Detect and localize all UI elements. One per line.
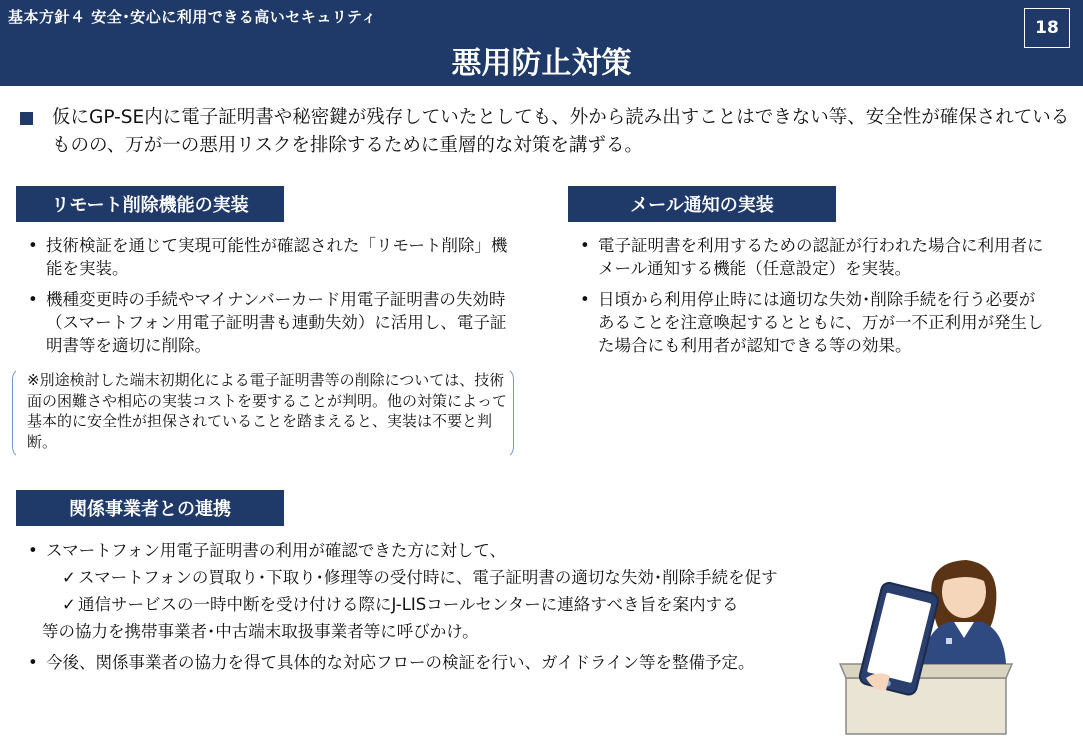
list-item-text: • スマートフォン用電子証明書の利用が確認できた方に対して、 (46, 541, 507, 560)
check-list (18, 566, 878, 616)
mail-notification-list (570, 234, 1050, 365)
note-box (12, 367, 514, 459)
list-item: • 機種変更時の手続やマイナンバーカード用電子証明書の失効時（スマートフォン用電子証明書も連動失効）に活用し、電子証明書等を適切に削除。 (18, 288, 518, 357)
list-item-tail: 等の協力を携帯事業者･中古端末取扱事業者等に呼びかけ。 (42, 622, 479, 641)
intro-text: 仮にGP-SE内に電子証明書や秘密鍵が残存していたとしても、外から読み出すことはできない等、安全性が確保されているものの、万が一の悪用リスクを排除するために重層的な対策を講ずる。 (52, 107, 1070, 156)
partners-list (18, 539, 878, 682)
list-item: • 電子証明書を利用するための認証が行われた場合に利用者にメール通知する機能（任意設定）を実装。 (570, 234, 1050, 280)
staff-with-smartphone-illustration (836, 538, 1026, 738)
header-subtitle: 基本方針４ 安全･安心に利用できる高いセキュリティ (8, 8, 377, 26)
square-bullet-icon (20, 112, 33, 125)
remote-deletion-list (18, 234, 518, 365)
list-item: • 技術検証を通じて実現可能性が確認された「リモート削除」機能を実装。 (18, 234, 518, 280)
list-item: • 今後、関係事業者の協力を得て具体的な対応フローの検証を行い、ガイドライン等を整備予定。 (18, 651, 878, 674)
note-text: ※別途検討した端末初期化による電子証明書等の削除については、技術面の困難さや相応の実装コストを要することが判明。他の対策によって基本的に安全性が担保されていることを踏まえると、実装は不要と判断。 (27, 371, 508, 451)
list-item: • 日頃から利用停止時には適切な失効･削除手続を行う必要があることを注意喚起するとともに、万が一不正利用が発生した場合にも利用者が認知できる等の効果。 (570, 288, 1050, 357)
list-item (18, 539, 878, 643)
section-heading-mail-notification: メール通知の実装 (568, 186, 836, 222)
page-number: 18 (1024, 8, 1070, 48)
check-item: ✓ 通信サービスの一時中断を受け付ける際にJ-LISコールセンターに連絡すべき旨を案内する (18, 593, 878, 616)
page-title: 悪用防止対策 (451, 46, 632, 81)
header-bar (0, 0, 1083, 86)
section-heading-partners: 関係事業者との連携 (16, 490, 284, 526)
check-item: ✓ スマートフォンの買取り･下取り･修理等の受付時に、電子証明書の適切な失効･削除手続を促す (18, 566, 878, 589)
section-heading-remote-deletion: リモート削除機能の実装 (16, 186, 284, 222)
intro-paragraph (20, 104, 1070, 160)
